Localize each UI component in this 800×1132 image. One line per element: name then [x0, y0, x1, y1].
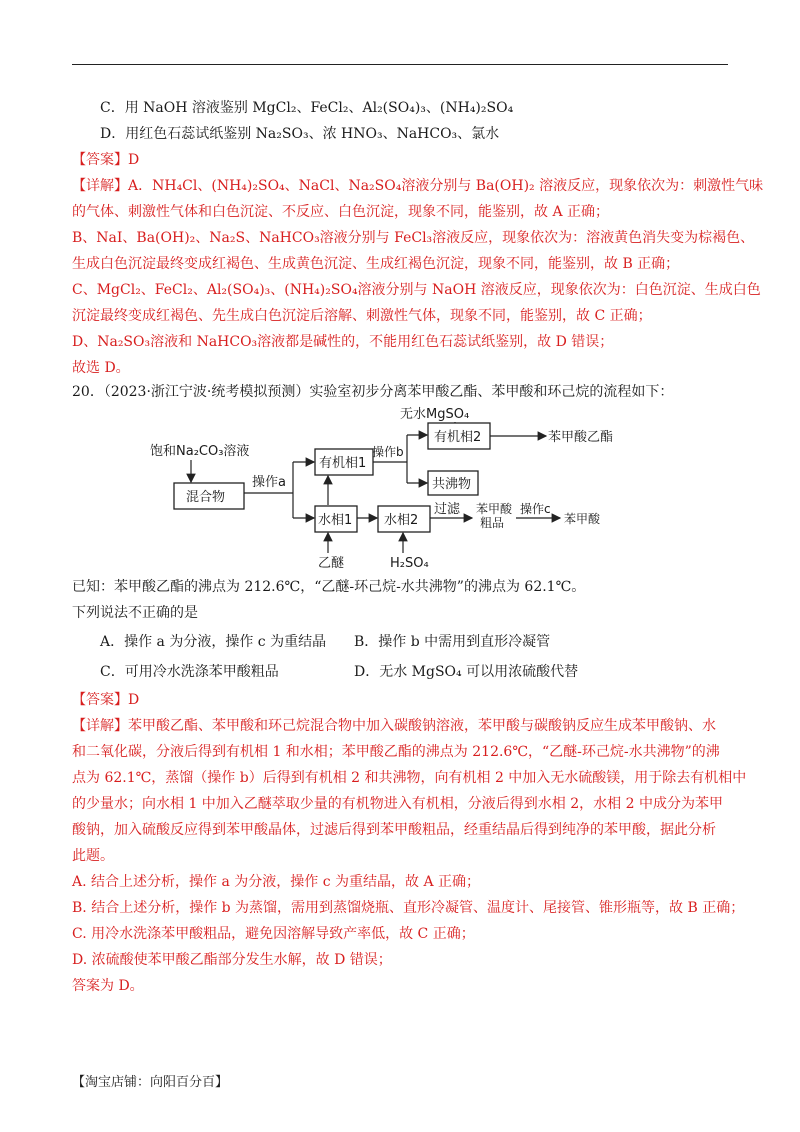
header-rule — [72, 64, 728, 65]
prev-option-c: C．用 NaOH 溶液鉴别 MgCl₂、FeCl₂、Al₂(SO₄)₃、(NH₄)₂SO₄ — [100, 100, 514, 116]
label-water2: 水相2 — [384, 513, 419, 528]
prev-option-d: D．用红色石蕊试纸鉴别 Na₂SO₃、浓 HNO₃、NaHCO₃、氯水 — [100, 126, 500, 142]
detail-line: 点为 62.1℃，蒸馏（操作 b）后得到有机相 2 和共沸物，向有机相 2 中加入无水硫酸镁，用于除去有机相中 — [72, 770, 747, 786]
prev-detail-line: 的气体、刺激性气体和白色沉淀、不反应、白色沉淀，现象不同，能鉴别，故 A 正确； — [72, 204, 610, 220]
label-ester: 苯甲酸乙酯 — [548, 430, 614, 445]
reagent-mgso4: 无水MgSO₄ — [400, 407, 470, 422]
detail-line: B. 结合上述分析，操作 b 为蒸馏，需用到蒸馏烧瓶、直形冷凝管、温度计、尾接管、锥形瓶等，故 B 正确； — [72, 900, 745, 916]
detail-line: C. 用冷水洗涤苯甲酸粗品，避免因溶解导致产率低，故 C 正确； — [72, 926, 475, 942]
prev-detail-line: D、Na₂SO₃溶液和 NaHCO₃溶液都是碱性的，不能用红色石蕊试纸鉴别，故 D 错误； — [72, 334, 614, 350]
label-op-c: 操作c — [520, 502, 551, 516]
detail-line: 和二氧化碳，分液后得到有机相 1 和水相；苯甲酸乙酯的沸点为 212.6℃，“乙醚-环己烷-水共沸物”的沸 — [72, 744, 720, 760]
flow-diagram — [150, 403, 650, 573]
label-mixture: 混合物 — [186, 490, 226, 505]
label-op-a: 操作a — [252, 475, 286, 490]
prev-detail-line: 【详解】A．NH₄Cl、(NH₄)₂SO₄、NaCl、Na₂SO₄溶液分别与 Ba(OH)₂ 溶液反应，现象依次为：刺激性气味 — [72, 178, 764, 194]
detail-line: 【详解】苯甲酸乙酯、苯甲酸和环己烷混合物中加入碳酸钠溶液，苯甲酸与碳酸钠反应生成苯甲酸钠、水 — [72, 718, 716, 734]
question-ask: 下列说法不正确的是 — [72, 605, 198, 621]
option-b: B．操作 b 中需用到直形冷凝管 — [354, 634, 551, 650]
reagent-na2co3: 饱和Na₂CO₃溶液 — [150, 444, 250, 459]
prev-detail-line: 故选 D。 — [72, 360, 130, 376]
prev-detail-line: B、NaI、Ba(OH)₂、Na₂S、NaHCO₃溶液分别与 FeCl₃溶液反应，现象依次为：溶液黄色消失变为棕褐色、 — [72, 230, 755, 246]
label-water1: 水相1 — [318, 513, 353, 528]
detail-line: 的少量水；向水相 1 中加入乙醚萃取少量的有机物进入有机相，分液后得到水相 2，水相 2 中成分为苯甲 — [72, 796, 723, 812]
prev-detail-line: C、MgCl₂、FeCl₂、Al₂(SO₄)₃、(NH₄)₂SO₄溶液分别与 NaOH 溶液反应，现象依次为：白色沉淀、生成白色 — [72, 282, 761, 298]
answer: 【答案】D — [72, 692, 140, 708]
detail-line: 答案为 D。 — [72, 978, 144, 994]
detail-line: A. 结合上述分析，操作 a 为分液，操作 c 为重结晶，故 A 正确； — [72, 874, 481, 890]
reagent-ether: 乙醚 — [318, 556, 345, 571]
prev-answer: 【答案】D — [72, 152, 140, 168]
prev-detail-line: 沉淀最终变成红褐色、先生成白色沉淀后溶解、刺激性气体，现象不同，能鉴别，故 C 正确； — [72, 308, 652, 324]
detail-line: 酸钠，加入硫酸反应得到苯甲酸晶体，过滤后得到苯甲酸粗品，经重结晶后得到纯净的苯甲酸，据此分析 — [72, 822, 716, 838]
label-op-b: 操作b — [372, 445, 404, 459]
label-crude-1: 苯甲酸 — [476, 502, 513, 516]
footer-shop: 【淘宝店铺：向阳百分百】 — [72, 1075, 229, 1090]
label-organic1: 有机相1 — [319, 456, 367, 471]
known-condition: 已知：苯甲酸乙酯的沸点为 212.6℃，“乙醚-环己烷-水共沸物”的沸点为 62.1℃。 — [72, 579, 586, 595]
reagent-h2so4: H₂SO₄ — [390, 556, 429, 571]
question-stem: 20．（2023·浙江宁波·统考模拟预测）实验室初步分离苯甲酸乙酯、苯甲酸和环己烷的流程如下： — [72, 384, 674, 400]
label-benzoic-acid: 苯甲酸 — [564, 512, 601, 526]
label-organic2: 有机相2 — [434, 430, 482, 445]
label-filter: 过滤 — [434, 502, 461, 517]
option-c: C．可用冷水洗涤苯甲酸粗品 — [100, 664, 279, 680]
label-crude-2: 粗品 — [480, 516, 505, 530]
detail-line: 此题。 — [72, 848, 114, 864]
label-azeotrope: 共沸物 — [432, 477, 472, 492]
prev-detail-line: 生成白色沉淀最终变成红褐色、生成黄色沉淀、生成红褐色沉淀，现象不同，能鉴别，故 B 正确； — [72, 256, 680, 272]
option-a: A．操作 a 为分液，操作 c 为重结晶 — [100, 634, 327, 650]
detail-line: D. 浓硫酸使苯甲酸乙酯部分发生水解，故 D 错误； — [72, 952, 392, 968]
option-d: D．无水 MgSO₄ 可以用浓硫酸代替 — [354, 664, 579, 680]
